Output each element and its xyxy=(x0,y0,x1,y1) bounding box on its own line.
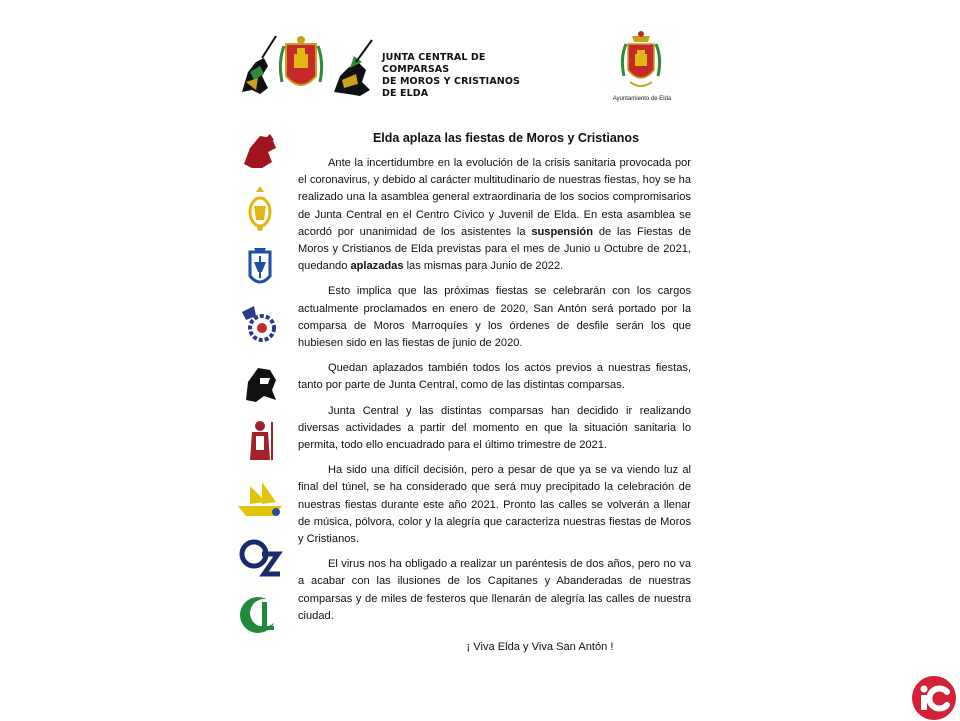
navy-monogram-emblem-icon xyxy=(236,534,284,580)
paragraph-4: Junta Central y las distintas comparsas han decidido ir realizando diversas actividades a partir del momento en que la situación sanitaria lo permita, todo ello encuadrado para el último trimestre de 2021. xyxy=(298,404,691,452)
paragraph-1-text-b: de las Fiestas de Moros y Cristianos de Elda previstas para el mes de Junio u Octubre de 2021, quedando xyxy=(298,225,691,273)
paragraph-2: Esto implica que las próximas fiestas se celebrarán con los cargos actualmente proclamados en enero de 2020, San Antón será portado por la comparsa de Moros Marroquíes y los órdenes de desfile serán los que hubiesen sido en las fiestas de junio de 2020. xyxy=(298,285,691,350)
blue-wheel-emblem-icon xyxy=(236,302,284,348)
paragraph-1 xyxy=(298,155,691,275)
org-name xyxy=(382,52,532,100)
org-name-line2: DE MOROS Y CRISTIANOS DE ELDA xyxy=(382,76,520,99)
junta-central-logos-icon xyxy=(238,32,378,102)
ayuntamiento-shield-icon xyxy=(618,30,664,94)
paragraph-6: El virus nos ha obligado a realizar un paréntesis de dos años, pero no va a acabar con las ilusiones de los Capitanes y Abanderadas de nuestras comparsas y de miles de festeros que llenarán de alegría las calles de nuestra ciudad. xyxy=(298,558,691,622)
brand-corner-logo-icon[interactable] xyxy=(911,675,957,721)
paragraph-1-bold-suspension: suspensión xyxy=(531,225,593,238)
paragraph-3: Quedan aplazados también todos los actos previos a nuestras fiestas, tanto por parte de Junta Central, como de las distintas comparsas. xyxy=(298,362,691,392)
document-body xyxy=(298,155,691,633)
blue-shield-emblem-icon xyxy=(236,244,284,290)
green-crescent-emblem-icon xyxy=(236,592,284,638)
maroon-warrior-emblem-icon xyxy=(236,128,284,174)
paragraph-5: Ha sido una difícil decisión, pero a pesar de que ya se va viendo luz al final del túnel, se ha considerado que será muy precipitado la celebración de nuestras fiestas durante este año 2021. Pronto las calles se volverán a llenar de música, pólvora, color y la alegría que caracteriza nuestras fiestas de Moros y Cristianos. xyxy=(298,464,691,546)
red-christian-figure-emblem-icon xyxy=(236,418,284,464)
closing-line: ¡ Viva Elda y Viva San Antón ! xyxy=(466,641,614,653)
paragraph-1-bold-aplazadas: aplazadas xyxy=(350,260,404,273)
document-title: Elda aplaza las fiestas de Moros y Cristianos xyxy=(372,131,640,145)
paragraph-1-text-c: las mismas para Junio de 2022. xyxy=(403,260,564,273)
black-helmet-emblem-icon xyxy=(236,360,284,406)
gold-lamp-emblem-icon xyxy=(236,186,284,232)
ayuntamiento-label: Ayuntamiento de Elda xyxy=(612,96,672,102)
paragraph-1-text-a: Ante la incertidumbre en la evolución de la crisis sanitaria provocada por el coronavirus, y debido al carácter multitudinario de nuestras fiestas, hoy se ha realizado una la asamblea general extraordinaria de los socios compromisarios de Junta Central en el Centro Cívico y Juvenil de Elda. En esta asamblea se acordó por unanimidad de los asistentes la xyxy=(298,157,691,238)
gold-ship-emblem-icon xyxy=(236,476,284,522)
org-name-line1: JUNTA CENTRAL DE COMPARSAS xyxy=(382,52,486,75)
